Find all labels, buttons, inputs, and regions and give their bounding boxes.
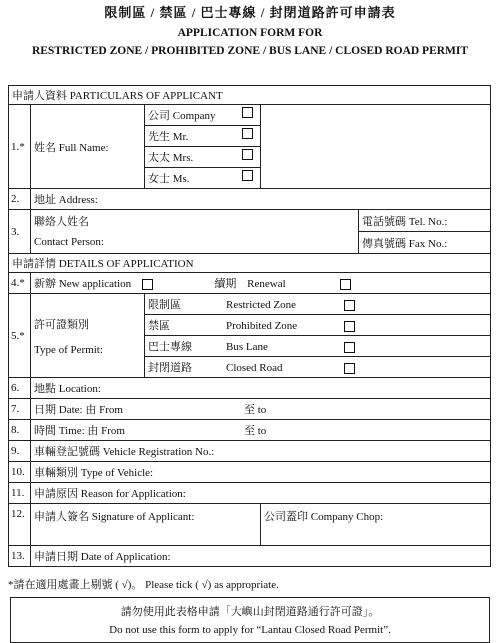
- checkbox-restricted-zone[interactable]: [344, 300, 355, 311]
- date-field[interactable]: 日期 Date: 由 From 至 to: [31, 399, 491, 420]
- row-7-number: 7.: [9, 399, 31, 420]
- full-name-label: 姓名 Full Name:: [31, 105, 145, 189]
- time-field[interactable]: 時間 Time: 由 From 至 to: [31, 420, 491, 441]
- row-11-number: 11.: [9, 483, 31, 504]
- checkbox-company[interactable]: [242, 107, 253, 118]
- row-4-number: 4.*: [9, 273, 31, 294]
- form-title-chinese: 限制區 / 禁區 / 巴士專線 / 封閉道路許可申請表: [104, 5, 396, 20]
- row-13-number: 13.: [9, 546, 31, 567]
- address-field[interactable]: 地址 Address:: [31, 189, 491, 210]
- contact-person-label-en[interactable]: Contact Person:: [31, 232, 359, 254]
- signature-field[interactable]: 申請人簽名 Signature of Applicant:: [31, 504, 261, 546]
- title-option-ms[interactable]: 女士 Ms.: [145, 168, 261, 189]
- application-date-field[interactable]: 申請日期 Date of Application:: [31, 546, 491, 567]
- checkbox-ms[interactable]: [242, 170, 253, 181]
- permit-type-bus-lane[interactable]: 巴士專線 Bus Lane: [145, 336, 491, 357]
- section-details-header: 申請詳情 DETAILS OF APPLICATION: [9, 254, 491, 273]
- checkbox-mrs[interactable]: [242, 149, 253, 160]
- row-12-number: 12.: [9, 504, 31, 546]
- tel-field[interactable]: 電話號碼 Tel. No.:: [359, 210, 491, 232]
- application-form-table: [8, 85, 491, 567]
- reason-field[interactable]: 申請原因 Reason for Application:: [31, 483, 491, 504]
- application-kind-row: 新辦 New application 續期 Renewal: [31, 273, 491, 294]
- permit-type-restricted[interactable]: 限制區 Restricted Zone: [145, 294, 491, 315]
- form-title-english-2: RESTRICTED ZONE / PROHIBITED ZONE / BUS LANE / CLOSED ROAD PERMIT: [31, 45, 469, 57]
- row-8-number: 8.: [9, 420, 31, 441]
- vehicle-type-field[interactable]: 車輛類別 Type of Vehicle:: [31, 462, 491, 483]
- row-1-number: 1.*: [9, 105, 31, 189]
- section-applicant-header: 申請人資料 PARTICULARS OF APPLICANT: [9, 86, 491, 105]
- permit-type-label: 許可證類別 Type of Permit:: [31, 294, 145, 378]
- form-title-english-1: APPLICATION FORM FOR: [177, 27, 323, 39]
- company-chop-field[interactable]: 公司蓋印 Company Chop:: [261, 504, 491, 546]
- title-option-company[interactable]: 公司 Company: [145, 105, 261, 126]
- checkbox-prohibited-zone[interactable]: [344, 321, 355, 332]
- row-6-number: 6.: [9, 378, 31, 399]
- row-5-number: 5.*: [9, 294, 31, 378]
- location-field[interactable]: 地點 Location:: [31, 378, 491, 399]
- notice-english: Do not use this form to apply for “Lantau Closed Road Permit”.: [109, 624, 391, 636]
- permit-type-closed-road[interactable]: 封閉道路 Closed Road: [145, 357, 491, 378]
- row-2-number: 2.: [9, 189, 31, 210]
- row-9-number: 9.: [9, 441, 31, 462]
- checkbox-renewal[interactable]: [340, 279, 351, 290]
- checkbox-new-application[interactable]: [142, 279, 153, 290]
- tick-instruction: *請在適用處畫上剔號 ( √)。 Please tick ( √) as appropriate.: [8, 579, 279, 591]
- checkbox-bus-lane[interactable]: [344, 342, 355, 353]
- title-option-mrs[interactable]: 太太 Mrs.: [145, 147, 261, 168]
- title-option-mr[interactable]: 先生 Mr.: [145, 126, 261, 147]
- checkbox-mr[interactable]: [242, 128, 253, 139]
- permit-type-prohibited[interactable]: 禁區 Prohibited Zone: [145, 315, 491, 336]
- fax-field[interactable]: 傳真號碼 Fax No.:: [359, 232, 491, 254]
- checkbox-closed-road[interactable]: [344, 363, 355, 374]
- vehicle-registration-field[interactable]: 車輛登記號碼 Vehicle Registration No.:: [31, 441, 491, 462]
- full-name-field[interactable]: [261, 105, 491, 189]
- notice-chinese: 請勿使用此表格申請「大嶼山封閉道路通行許可證」。: [120, 606, 380, 618]
- contact-person-label-zh: 聯絡人姓名: [31, 210, 359, 232]
- row-10-number: 10.: [9, 462, 31, 483]
- row-3-number: 3.: [9, 210, 31, 254]
- notice-box: [10, 597, 490, 643]
